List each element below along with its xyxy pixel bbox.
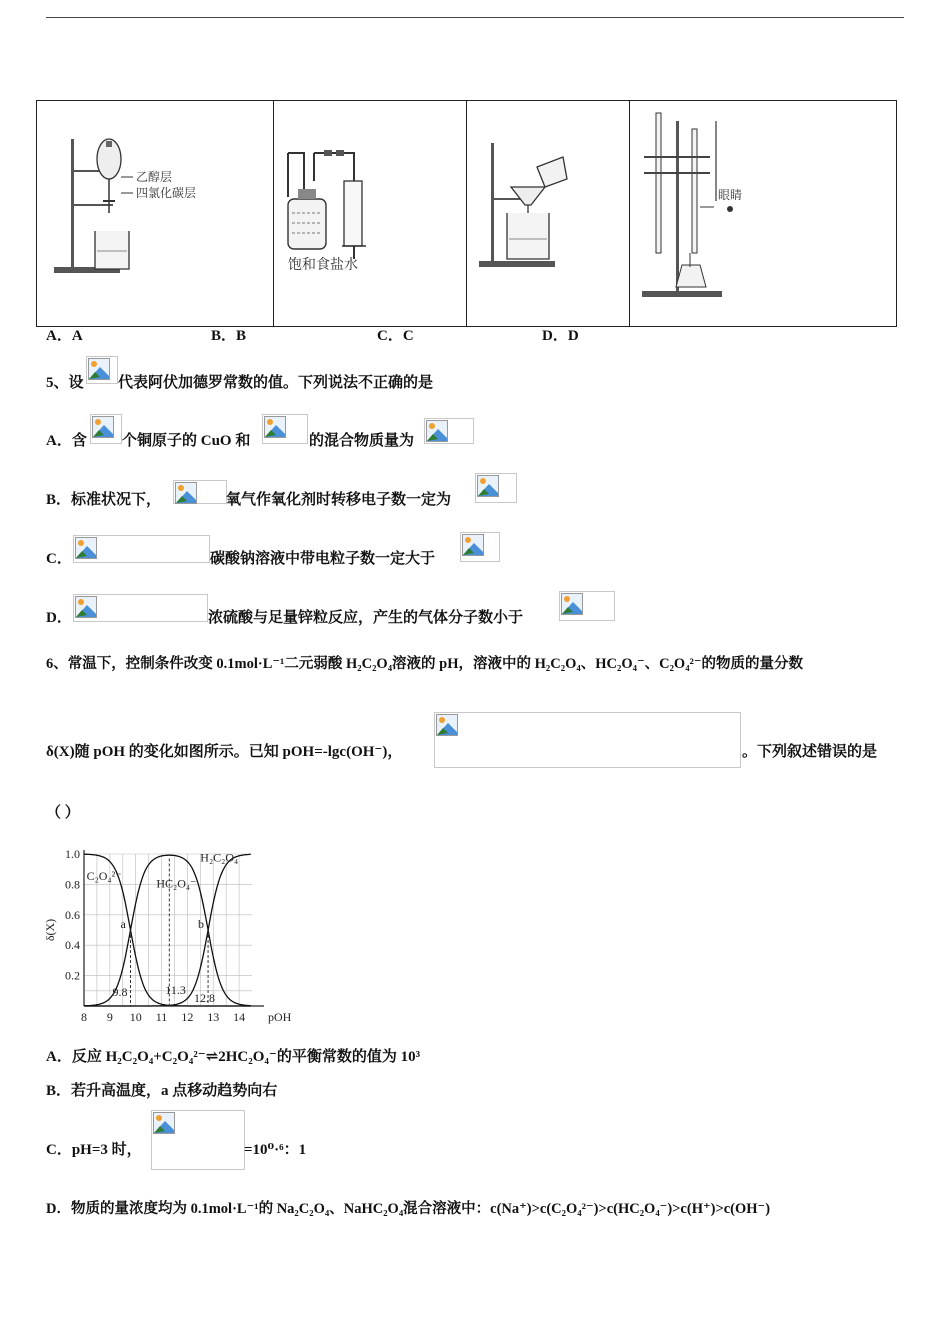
q6-option-c-prefix: C．pH=3 时， <box>46 1142 142 1158</box>
y-tick-label: 1.0 <box>65 847 80 861</box>
broken-image-icon <box>73 535 210 563</box>
apparatus-d <box>630 101 897 327</box>
q5-a-p1: A．含 <box>46 433 87 449</box>
q6-paren: （ ） <box>46 805 80 821</box>
gas-washing-diagram <box>274 101 466 321</box>
q5-c-p2: 碳酸钠溶液中带电粒子数一定大于 <box>210 551 436 567</box>
x-tick-label: 14 <box>233 1010 246 1024</box>
titration-diagram <box>630 101 896 321</box>
broken-image-icon <box>424 418 474 444</box>
annotation-label: 11.3 <box>165 983 186 997</box>
broken-image-icon <box>151 1110 245 1170</box>
y-tick-label: 0.6 <box>65 907 80 922</box>
apparatus-a <box>37 101 274 327</box>
x-axis-label: pOH <box>268 1010 292 1024</box>
x-tick-label: 12 <box>181 1010 194 1024</box>
q5-a-p3: 的混合物质量为 <box>309 433 415 449</box>
broken-image-icon <box>86 356 118 384</box>
q6-option-c-suffix: =10⁰·⁶：1 <box>244 1142 307 1158</box>
q5-stem-prefix: 5、设 <box>46 375 84 391</box>
top-rule <box>46 17 904 18</box>
q5-d-p1: D． <box>46 610 72 626</box>
series-label: C₂O₄²⁻ <box>86 868 122 883</box>
q6-line2-prefix: δ(X)随 pOH 的变化如图所示。已知 pOH=-lgc(OH⁻)， <box>46 744 403 760</box>
label-ccl4-layer: 四氯化碳层 <box>136 186 197 200</box>
y-tick-label: 0.4 <box>65 938 80 953</box>
x-tick-label: 10 <box>129 1010 142 1024</box>
broken-image-icon <box>434 712 741 768</box>
option-c: C．C <box>377 328 414 344</box>
y-tick-label: 0.8 <box>65 877 80 892</box>
q5-c-p1: C． <box>46 551 72 567</box>
broken-image-icon <box>73 594 208 622</box>
apparatus-table <box>36 100 897 327</box>
label-ethanol-layer: 乙醇层 <box>136 170 173 184</box>
x-tick-label: 13 <box>207 1010 220 1024</box>
delta-poh-chart <box>40 842 310 1032</box>
apparatus-b <box>274 101 467 327</box>
separatory-funnel-diagram <box>37 101 273 321</box>
filtration-diagram <box>467 101 629 321</box>
broken-image-icon <box>90 414 122 444</box>
x-tick-label: 8 <box>81 1010 87 1024</box>
x-tick-label: 9 <box>106 1010 113 1024</box>
broken-image-icon <box>460 532 500 562</box>
y-tick-label: 0.2 <box>65 968 80 983</box>
broken-image-icon <box>173 480 227 504</box>
broken-image-icon <box>559 591 615 621</box>
q6-line1: 6、常温下，控制条件改变 0.1mol·L⁻¹二元弱酸 H₂C₂O₄溶液的 pH，溶液中的 H₂C₂O₄、HC₂O₄⁻、C₂O₄²⁻的物质的量分数 <box>46 656 804 672</box>
broken-image-icon <box>262 414 308 444</box>
label-saturated-brine: 饱和食盐水 <box>288 257 358 273</box>
option-b: B．B <box>211 328 247 344</box>
q5-d-p2: 浓硫酸与足量锌粒反应，产生的气体分子数小于 <box>208 610 524 626</box>
series-label: H₂C₂O₄ <box>200 850 239 865</box>
option-a: A．A <box>46 328 83 344</box>
q5-stem-suffix: 代表阿伏加德罗常数的值。下列说法不正确的是 <box>118 375 434 391</box>
q6-option-a: A．反应 H₂C₂O₄+C₂O₄²⁻⇌2HC₂O₄⁻的平衡常数的值为 10³ <box>46 1049 421 1065</box>
broken-image-icon <box>475 473 517 503</box>
x-tick-label: 11 <box>155 1010 168 1024</box>
label-eye: 眼睛 <box>718 188 743 202</box>
q6-option-b: B．若升高温度，a 点移动趋势向右 <box>46 1083 278 1099</box>
annotation-label: 12.8 <box>194 991 216 1005</box>
q5-b-p2: 氧气作氧化剂时转移电子数一定为 <box>226 492 452 508</box>
q5-b-p1: B．标准状况下， <box>46 492 162 508</box>
point-label: a <box>120 917 126 931</box>
apparatus-c <box>467 101 630 327</box>
point-label: b <box>198 917 205 931</box>
q6-option-d: D．物质的量浓度均为 0.1mol·L⁻¹的 Na₂C₂O₄、NaHC₂O₄混合溶液中：c(Na⁺)>c(C₂O₄²⁻)>c(HC₂O₄⁻)>c(H⁺)>c(OH⁻) <box>46 1201 771 1217</box>
eye-icon <box>727 206 733 212</box>
annotation-label: 9.8 <box>112 985 128 999</box>
series-label: HC₂O₄⁻ <box>156 876 197 891</box>
y-axis-label: δ(X) <box>43 918 57 942</box>
q5-a-p2: 个铜原子的 CuO 和 <box>122 433 251 449</box>
option-d: D．D <box>542 328 579 344</box>
q6-line2-suffix: 。下列叙述错误的是 <box>742 744 878 760</box>
